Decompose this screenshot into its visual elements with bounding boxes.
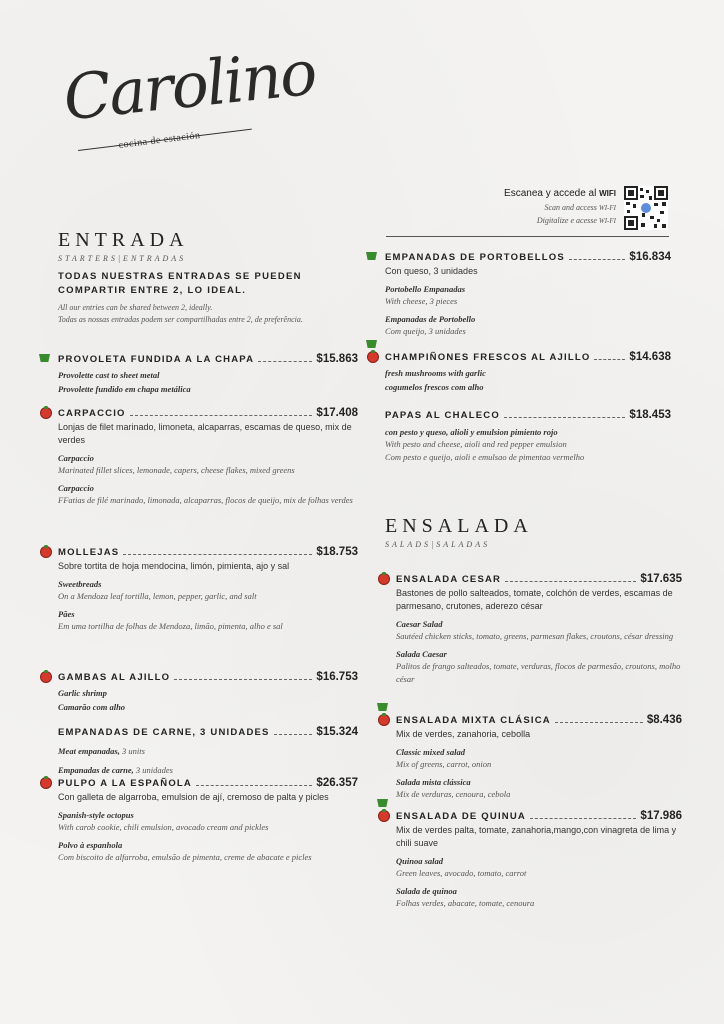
translation-title: Pães xyxy=(58,609,75,619)
menu-item-description: Mix de verdes palta, tomate, zanahoria,mango,con vinagreta de lima y chili suave xyxy=(396,825,677,848)
leader-dots xyxy=(258,361,312,362)
translation-block xyxy=(58,839,358,864)
translation-title: Polvo à espanhola xyxy=(58,840,123,850)
wifi-info xyxy=(416,188,616,225)
translation-title: Spanish-style octopus xyxy=(58,810,134,820)
leader-dots xyxy=(123,554,312,555)
translation-block xyxy=(396,776,682,801)
entrada-note-pt: Todas as nossas entradas podem ser compartilhadas entre 2, de preferência. xyxy=(58,315,303,324)
translation-text: With carob cookie, chili emulsion, avocado cream and pickles xyxy=(58,822,269,832)
entrada-intro: TODAS NUESTRAS ENTRADAS SE PUEDEN COMPARTIR ENTRE 2, LO IDEAL. xyxy=(58,271,302,296)
vegetarian-icon xyxy=(39,354,50,362)
translation-title: Empanadas de carne, xyxy=(58,765,134,775)
translation-text: Provolette cast to sheet metal xyxy=(58,370,160,380)
menu-item-description: Sobre tortita de hoja mendocina, limón, pimienta, ajo y sal xyxy=(58,561,290,571)
menu-item-header xyxy=(396,570,682,585)
vegetarian-icon xyxy=(377,703,388,711)
tomato-icon xyxy=(378,714,390,726)
wifi-pt: Digitalize e acesse xyxy=(536,216,597,225)
vegetarian-icon xyxy=(366,340,377,348)
menu-item-header xyxy=(58,668,358,683)
translation-block xyxy=(58,578,358,603)
vegetarian-icon xyxy=(377,799,388,807)
leader-dots xyxy=(274,734,313,735)
translation-text: Garlic shrimp xyxy=(58,688,107,698)
menu-item-price: $15.863 xyxy=(316,353,358,365)
menu-item-price: $16.753 xyxy=(316,671,358,683)
translation-block xyxy=(58,701,358,713)
tomato-icon xyxy=(40,407,52,419)
translation-block xyxy=(58,383,358,395)
translation-text: Em uma tortilha de folhas de Mendoza, limão, pimenta, alho e sal xyxy=(58,621,283,631)
menu-item-price: $16.834 xyxy=(629,251,671,263)
entrada-note-en: All our entries can be shared between 2, ideally. xyxy=(58,303,213,312)
translation-block xyxy=(385,381,671,393)
menu-item-name: MOLLEJAS xyxy=(58,547,120,558)
menu-item-name: ENSALADA MIXTA CLÁSICA xyxy=(396,715,551,726)
wifi-title-bold: WIFI xyxy=(599,189,616,198)
translation-text: With cheese, 3 pieces xyxy=(385,296,458,306)
translation-text: 3 unidades xyxy=(133,765,173,775)
menu-item-header xyxy=(385,348,671,363)
tomato-icon xyxy=(378,573,390,585)
menu-item-name: PAPAS AL CHALECO xyxy=(385,410,500,421)
translation-text: cogumelos frescos com alho xyxy=(385,382,484,392)
translation-block xyxy=(396,746,682,771)
menu-item-header xyxy=(396,711,682,726)
menu-item-name: PROVOLETA FUNDIDA A LA CHAPA xyxy=(58,354,255,365)
tomato-icon xyxy=(40,777,52,789)
menu-item-name: CARPACCIO xyxy=(58,408,126,419)
leader-dots xyxy=(569,259,625,260)
menu-item xyxy=(396,711,682,801)
menu-item-price: $18.453 xyxy=(629,409,671,421)
translation-text: Green leaves, avocado, tomato, carrot xyxy=(396,868,527,878)
translation-text: Mix of greens, carrot, onion xyxy=(396,759,492,769)
translation-text: Folhas verdes, abacate, tomate, cenoura xyxy=(396,898,535,908)
translation-block xyxy=(58,608,358,633)
translation-title: Carpaccio xyxy=(58,453,94,463)
translation-text: Sautéed chicken sticks, tomato, greens, parmesan flakes, croutons, césar dressing xyxy=(396,631,674,641)
translation-block xyxy=(385,426,671,464)
menu-item xyxy=(58,668,358,713)
translation-text: Com biscoito de alfarroba, emulsão de pimenta, creme de abacate e picles xyxy=(58,852,312,862)
menu-item-header xyxy=(58,350,358,365)
translation-text: Mix de verduras, cenoura, cebola xyxy=(396,789,511,799)
translation-block xyxy=(396,885,682,910)
translation-text: Camarão com alho xyxy=(58,702,126,712)
menu-item-header xyxy=(58,543,358,558)
menu-item-price: $8.436 xyxy=(646,714,682,726)
menu-item xyxy=(58,723,358,778)
leader-dots xyxy=(594,359,625,360)
translation-title: Salada Caesar xyxy=(396,649,447,659)
translation-title: Meat empanadas, xyxy=(58,746,120,756)
menu-item xyxy=(58,543,358,633)
menu-item-description: Bastones de pollo salteados, tomate, colchón de verdes, escamas de parmesano, crutones, aderezo césar xyxy=(396,588,673,611)
translation-title: Salada de quinoa xyxy=(396,886,457,896)
translation-title: Empanadas de Portobello xyxy=(385,314,476,324)
wifi-en-bold: WI-FI xyxy=(598,204,616,212)
translation-text: On a Mendoza leaf tortilla, lemon, pepper, garlic, and salt xyxy=(58,591,257,601)
menu-item-header xyxy=(385,406,671,421)
section-title-entrada: ENTRADA xyxy=(58,229,189,251)
leader-dots xyxy=(174,679,312,680)
menu-item-name: PULPO A LA ESPAÑOLA xyxy=(58,778,192,789)
menu-item-name: GAMBAS AL AJILLO xyxy=(58,672,171,683)
menu-item-description: Mix de verdes, zanahoria, cebolla xyxy=(396,729,531,739)
translation-text: Marinated fillet slices, lemonade, capers, cheese flakes, mixed greens xyxy=(58,465,295,475)
menu-item xyxy=(385,348,671,393)
menu-item-name: ENSALADA DE QUINUA xyxy=(396,811,526,822)
section-title-ensalada: ENSALADA xyxy=(385,515,533,537)
entrada-note xyxy=(58,302,368,326)
tomato-icon xyxy=(378,810,390,822)
menu-item xyxy=(58,774,358,864)
translation-block xyxy=(396,648,682,686)
translation-block xyxy=(396,855,682,880)
menu-item-price: $17.635 xyxy=(640,573,682,585)
translation-text: fresh mushrooms with garlic xyxy=(385,368,486,378)
translation-block xyxy=(58,687,358,699)
menu-item-price: $26.357 xyxy=(316,777,358,789)
tomato-icon xyxy=(367,351,379,363)
menu-item xyxy=(396,807,682,910)
leader-dots xyxy=(130,415,313,416)
menu-item-header xyxy=(385,248,671,263)
menu-item-description: Con queso, 3 unidades xyxy=(385,266,478,276)
translation-title: Classic mixed salad xyxy=(396,747,465,757)
tomato-icon xyxy=(40,671,52,683)
menu-item-header xyxy=(58,774,358,789)
menu-item xyxy=(58,404,358,507)
translation-title: Quinoa salad xyxy=(396,856,443,866)
menu-item xyxy=(58,350,358,395)
translation-text: Palitos de frango salteados, tomate, verduras, flocos de parmesão, croutons, molho césar xyxy=(396,661,681,684)
logo: Carolino xyxy=(60,35,319,135)
menu-item-name: ENSALADA CESAR xyxy=(396,574,502,585)
translation-text: Provolette fundido em chapa metálica xyxy=(58,384,191,394)
translation-block xyxy=(58,482,358,507)
menu-item-price: $17.408 xyxy=(316,407,358,419)
translation-text: FFatias de filé marinado, limonada, alcaparras, flocos de queijo, mix de folhas verdes xyxy=(58,495,353,505)
wifi-pt-bold: WI-FI xyxy=(598,217,616,225)
translation-block xyxy=(385,283,671,308)
section-subtitle-ensalada: SALADS|SALADAS xyxy=(385,540,491,549)
menu-item-description: Con galleta de algarroba, emulsion de ají, cremoso de palta y picles xyxy=(58,792,329,802)
menu-item-price: $18.753 xyxy=(316,546,358,558)
leader-dots xyxy=(530,818,636,819)
leader-dots xyxy=(504,417,626,418)
menu-item-header xyxy=(396,807,682,822)
leader-dots xyxy=(505,581,636,582)
translation-title: Caesar Salad xyxy=(396,619,443,629)
menu-item xyxy=(385,406,671,464)
vegetarian-icon xyxy=(366,252,377,260)
wifi-divider xyxy=(386,236,669,237)
menu-item-name: EMPANADAS DE PORTOBELLOS xyxy=(385,252,565,263)
menu-item-header xyxy=(58,404,358,419)
translation-text: With pesto and cheese, aioli and red pepper emulsion Com pesto e queijo, aioli e emulsao de pimentao vermelho xyxy=(385,439,585,462)
menu-item-description: Lonjas de filet marinado, limoneta, alcaparras, escamas de queso, mix de verdes xyxy=(58,422,352,445)
menu-item xyxy=(396,570,682,686)
translation-text: Com queijo, 3 unidades xyxy=(385,326,466,336)
wifi-en: Scan and access xyxy=(544,203,597,212)
translation-title: con pesto y queso, alioli y emulsion pimiento rojo xyxy=(385,427,558,437)
translation-block xyxy=(58,369,358,381)
menu-item-price: $15.324 xyxy=(316,726,358,738)
menu-item-name: EMPANADAS DE CARNE, 3 UNIDADES xyxy=(58,727,270,738)
translation-block xyxy=(385,313,671,338)
translation-block xyxy=(396,618,682,643)
menu-item-price: $17.986 xyxy=(640,810,682,822)
translation-block xyxy=(58,452,358,477)
translation-title: Salada mista clássica xyxy=(396,777,471,787)
wifi-title: Escanea y accede al xyxy=(504,188,597,199)
translation-text: 3 units xyxy=(119,746,145,756)
translation-title: Portobello Empanadas xyxy=(385,284,466,294)
menu-item-price: $14.638 xyxy=(629,351,671,363)
tomato-icon xyxy=(40,546,52,558)
menu-item-header xyxy=(58,723,358,738)
translation-block xyxy=(58,741,358,759)
wifi-qr-code[interactable] xyxy=(624,186,668,230)
menu-item-name: CHAMPIÑONES FRESCOS AL AJILLO xyxy=(385,352,591,363)
translation-title: Carpaccio xyxy=(58,483,94,493)
leader-dots xyxy=(555,722,643,723)
translation-block xyxy=(58,809,358,834)
section-subtitle-entrada: STARTERS|ENTRADAS xyxy=(58,254,187,263)
menu-item xyxy=(385,248,671,338)
translation-block xyxy=(385,367,671,379)
translation-title: Sweetbreads xyxy=(58,579,102,589)
leader-dots xyxy=(196,785,312,786)
logo-tagline: cocina de estación xyxy=(118,129,202,151)
